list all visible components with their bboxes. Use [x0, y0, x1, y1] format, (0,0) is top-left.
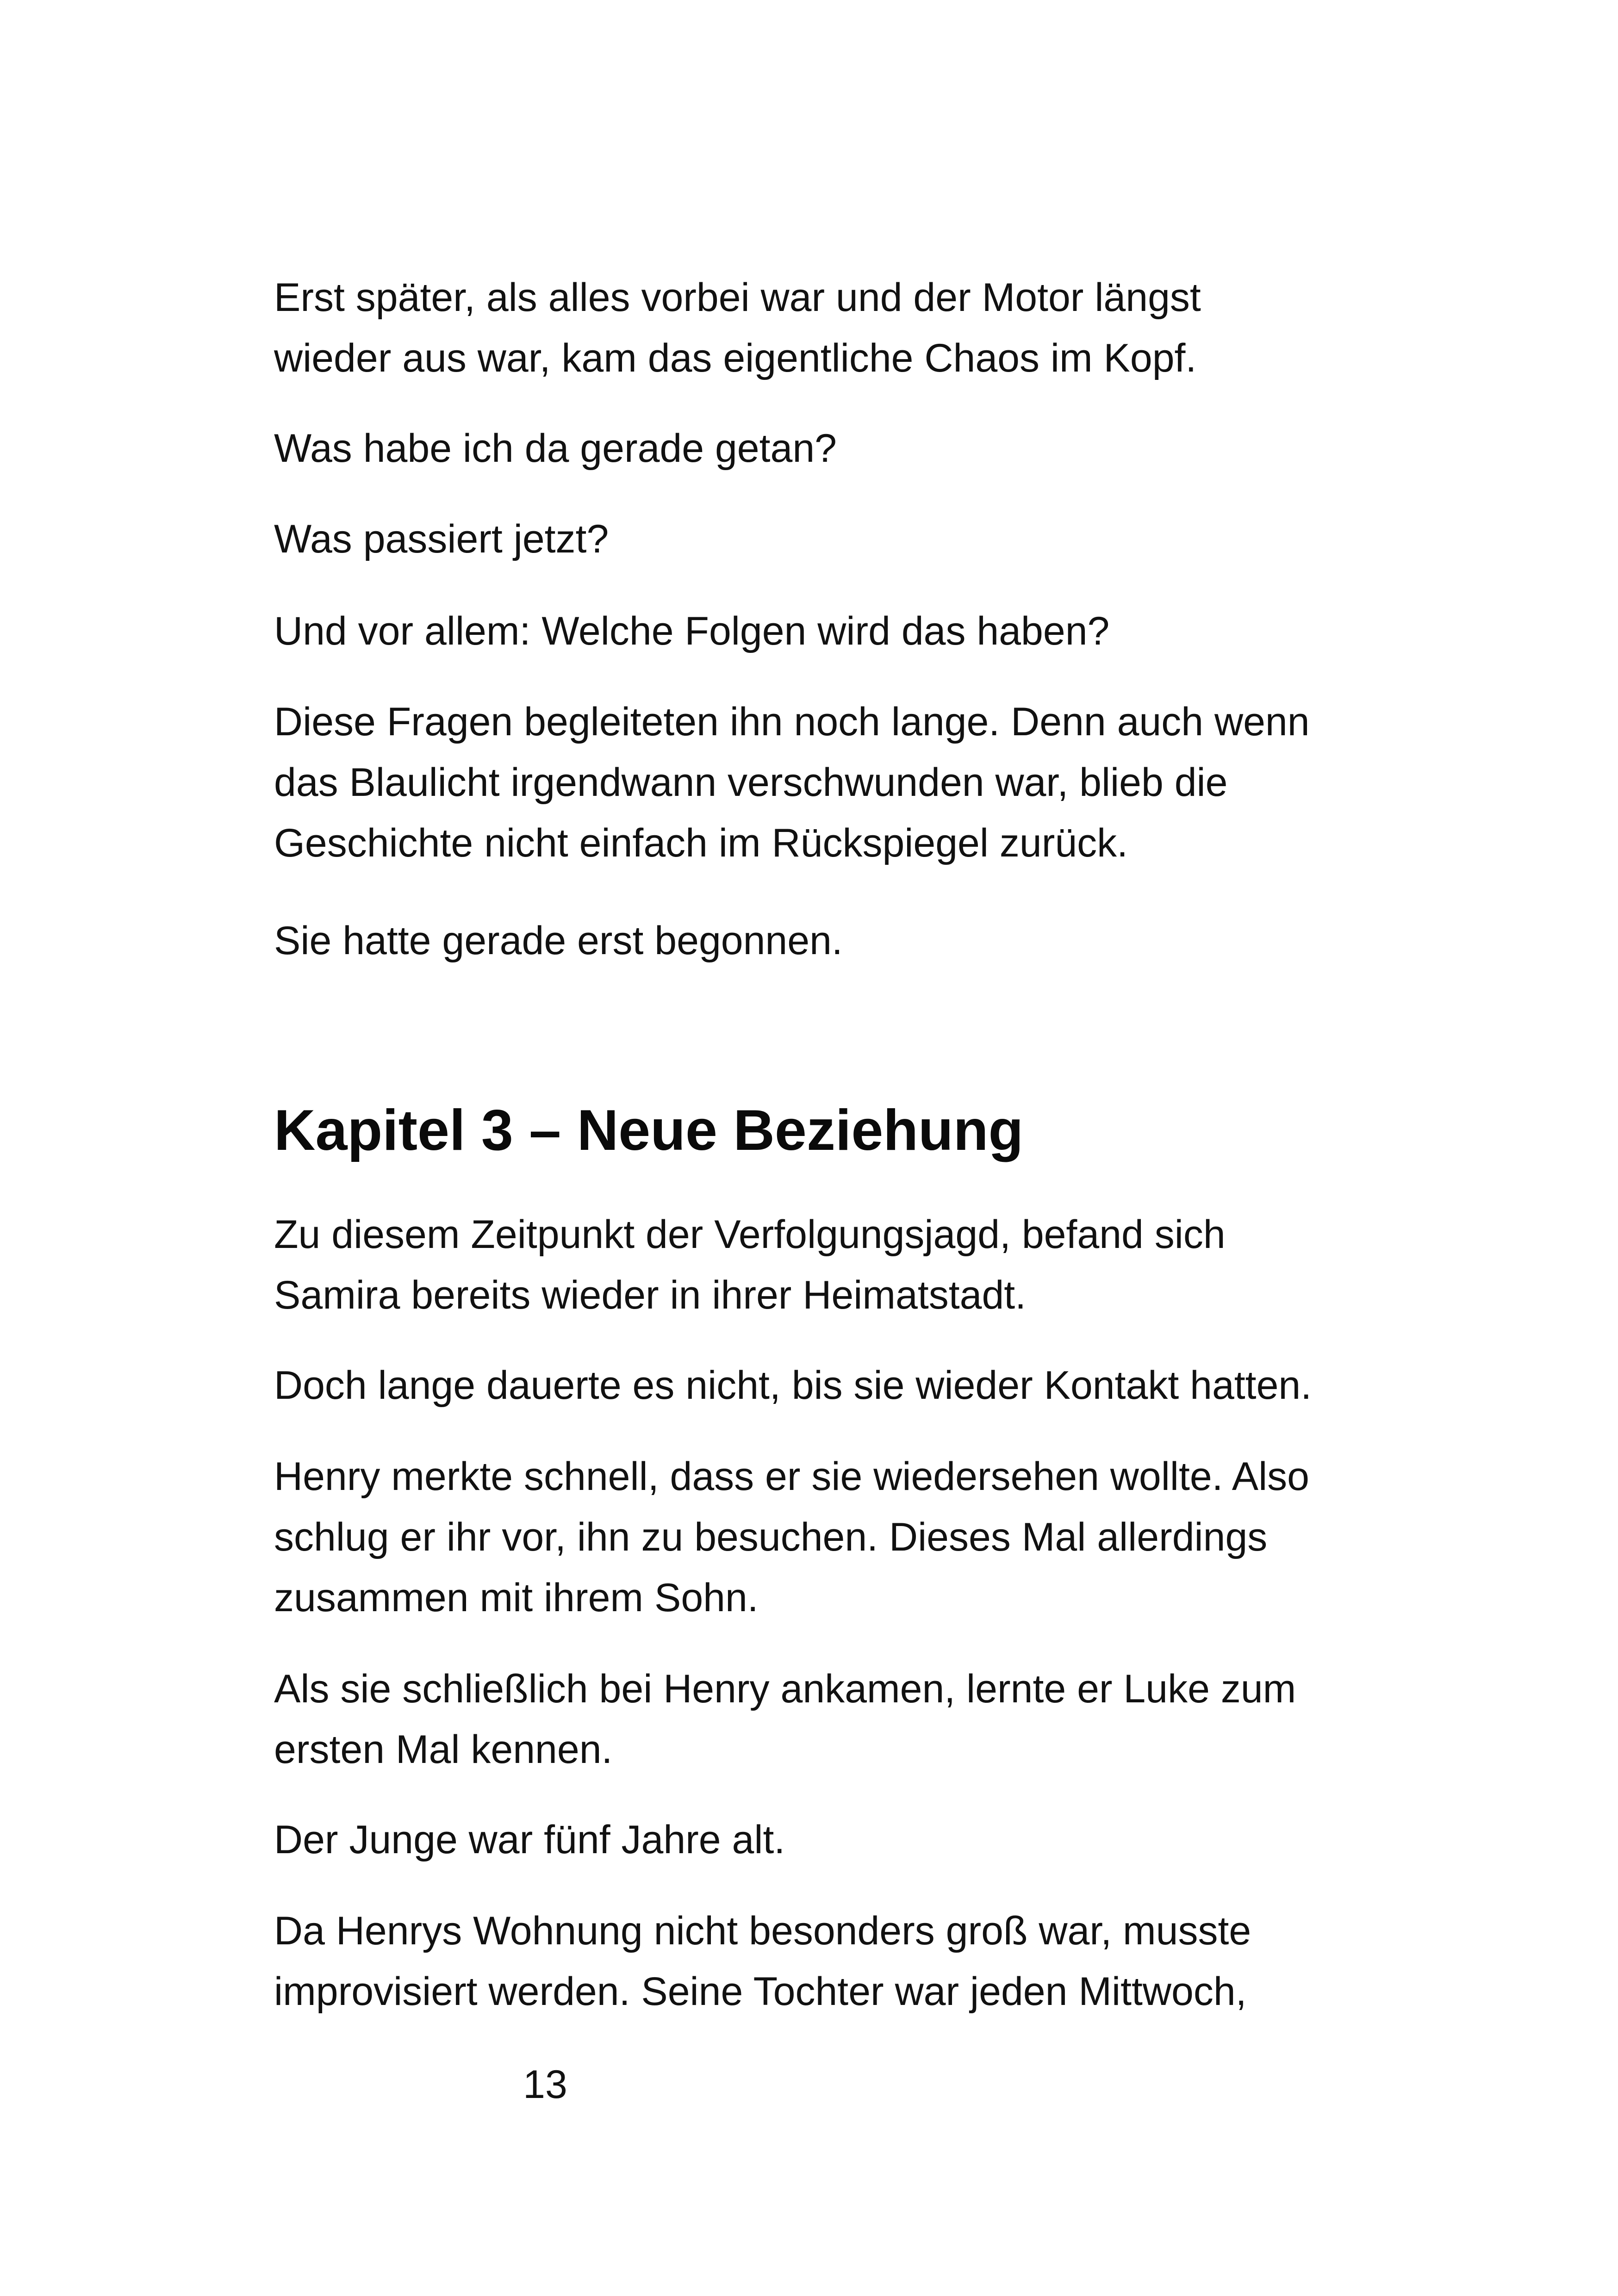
paragraph: Was habe ich da gerade getan?	[274, 426, 837, 471]
paragraph: Erst später, als alles vorbei war und der Motor längst wieder aus war, kam das eigentliche Chaos im Kopf.	[274, 275, 1201, 380]
paragraph: Da Henrys Wohnung nicht besonders groß war, musste improvisiert werden. Seine Tochter war jeden Mittwoch,	[274, 1909, 1251, 2014]
page-number: 13	[523, 2062, 567, 2107]
paragraph: Zu diesem Zeitpunkt der Verfolgungsjagd, befand sich Samira bereits wieder in ihrer Heimatstadt.	[274, 1212, 1226, 1317]
paragraph: Sie hatte gerade erst begonnen.	[274, 918, 843, 963]
chapter-heading: Kapitel 3 – Neue Beziehung	[274, 1098, 1024, 1162]
paragraph: Doch lange dauerte es nicht, bis sie wieder Kontakt hatten.	[274, 1363, 1312, 1408]
paragraph: Der Junge war fünf Jahre alt.	[274, 1818, 785, 1862]
book-page	[274, 0, 1375, 2296]
paragraph: Und vor allem: Welche Folgen wird das haben?	[274, 609, 1110, 653]
paragraph: Was passiert jetzt?	[274, 517, 609, 561]
paragraph: Als sie schließlich bei Henry ankamen, lernte er Luke zum ersten Mal kennen.	[274, 1667, 1296, 1772]
paragraph: Diese Fragen begleiteten ihn noch lange. Denn auch wenn das Blaulicht irgendwann verschwunden war, blieb die Geschichte nicht einfach im Rückspiegel zurück.	[274, 700, 1310, 865]
paragraph: Henry merkte schnell, dass er sie wiedersehen wollte. Also schlug er ihr vor, ihn zu besuchen. Dieses Mal allerdings zusammen mit ihrem Sohn.	[274, 1454, 1310, 1620]
